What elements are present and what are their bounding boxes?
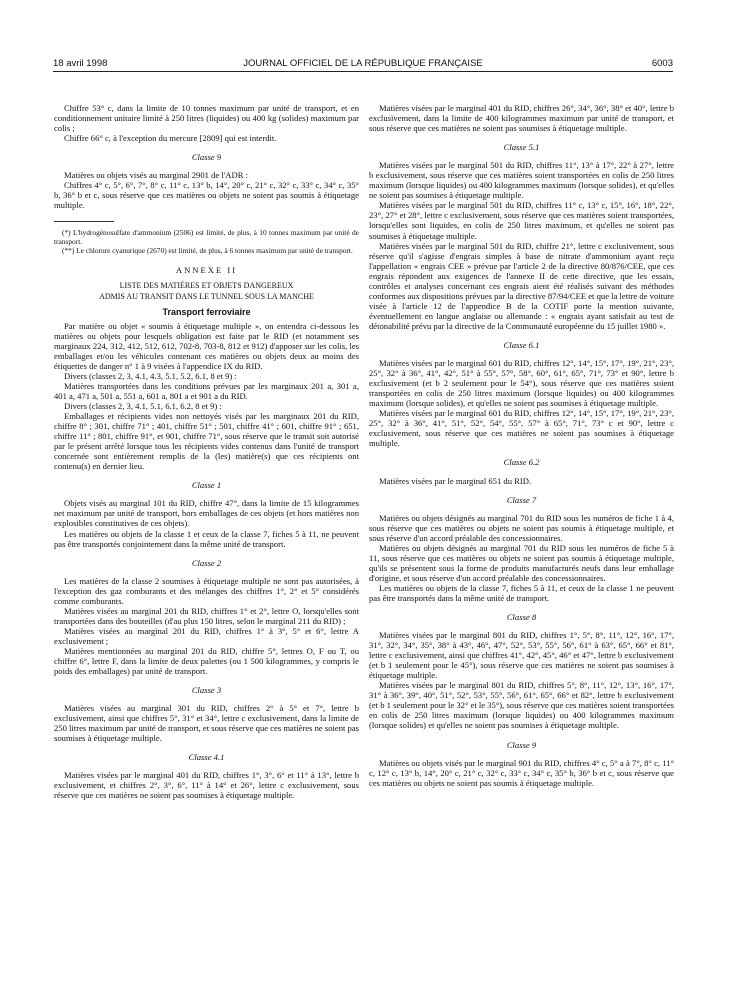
left-column: [54, 103, 359, 801]
section-heading: Classe 3: [191, 685, 222, 696]
paragraph: Chiffre 53° c, dans la limite de 10 tonnes maximum par unité de transport, et en conditionnement unitaire limité à 250 litres (liquides) ou 400 kg (solides) maximum par colis ;: [54, 103, 359, 134]
paragraph: Matières ou objets désignés au marginal 701 du RID sous les numéros de fiche 1 à 4, sous réserve que ces matières ou objets ne soient pas soumis à étiquetage multiple, et sous réserve d'un accord préalable des concessionnaires.: [369, 512, 674, 543]
section-heading: Classe 4.1: [188, 752, 225, 763]
header-page-number: 6003: [651, 58, 673, 69]
annex-subtitle: ADMIS AU TRANSIT DANS LE TUNNEL SOUS LA MANCHE: [99, 291, 314, 301]
paragraph: Matières visées au marginal 301 du RID, chiffres 2° à 5° et 7°, lettre b exclusivement, ainsi que chiffres 5°, 31° et 34°, lettre c exclusivement, dans la limite de 250 litres maximum par unité de transport, et sous réserve que ces matières ne soient pas soumises à étiquetage multiple.: [54, 703, 359, 744]
section-heading: Classe 1: [191, 480, 222, 491]
paragraph: Matières visées par le marginal 401 du RID, chiffres 26°, 34°, 36°, 38° et 40°, lettre b exclusivement, dans la limite de 400 kilogrammes maximum par unité de transport, et sous réserve que ces matières ne soient pas soumises à étiquetage multiple.: [369, 103, 674, 134]
section-heading: Classe 6.1: [503, 339, 540, 350]
section-heading: Classe 2: [191, 557, 222, 568]
paragraph: Matières visées au marginal 201 du RID, chiffres 1° et 2°, lettre O, lorsqu'elles sont transportées dans des bouteilles (d'au plus 150 litres, selon le marginal 211 du RID) ;: [54, 605, 359, 626]
paragraph: Chiffres 4° c, 5°, 6°, 7°, 8° c, 11° c, 13° b, 14°, 20° c, 21° c, 32° c, 33° c, 34° c, 35° b, 36° b et c, sous réserve que ces matières ou objets ne soient pas soumis à étiquetage multiple.: [54, 180, 359, 211]
section-heading: Classe 9: [506, 739, 537, 750]
paragraph: Matières visées par le marginal 501 du RID, chiffres 11° c, 13° c, 15°, 16°, 18°, 22°, 23°, 27° et 28°, lettre c exclusivement, sous réserve que ces matières soient transportées, lorsqu'elles sont liquides, en colis de 250 litres maximum, et qu'elles ne soient pas soumises à étiquetage multiple.: [369, 200, 674, 241]
paragraph: Matières ou objets visés par le marginal 901 du RID, chiffres 4° c, 5° a à 7°, 8° c, 11° c, 12° c, 13° b, 14°, 20° c, 21° c, 32° c, 33° c, 34° c, 35° b, 36° b et c, sous réserve que ces matières ou objets ne soient pas soumis à étiquetage multiple.: [369, 757, 674, 788]
paragraph: Les matières ou objets de la classe 7, fiches 5 à 11, et ceux de la classe 1 ne peuvent pas être transportés dans la même unité de transport.: [369, 582, 674, 603]
section-heading: Classe 9: [191, 152, 222, 163]
section-heading: Classe 8: [506, 612, 537, 623]
footnote: (**) Le chlorure cyanurique (2670) est limité, de plus, à 6 tonnes maximum par unité de transport.: [62, 246, 353, 256]
footnote-separator: [54, 221, 114, 222]
header-date: 18 avril 1998: [53, 58, 108, 69]
section-heading: Classe 7: [506, 494, 537, 505]
paragraph: Matières visées par le marginal 601 du RID, chiffres 12°, 14°, 15°, 17°, 19°, 21°, 23°, 25°, 32° à 36°, 41°, 42°, 51° à 55°, 57°, 58°, 60°, 61°, 65°, 71°, 73° et 90°, lettre b exclusivement (et b 2 seulement pour le 54°), sous réserve que ces matières soient transportées en colis de 250 litres maximum (lorsque liquides) ou 400 kilogrammes maximum (lorsque solides), et qu'elles ne soient pas soumises à étiquetage multiple.: [369, 358, 674, 409]
header-journal-title: JOURNAL OFFICIEL DE LA RÉPUBLIQUE FRANÇAISE: [243, 58, 483, 69]
paragraph: Divers (classes 2, 3, 4.1, 5.1, 6.1, 6.2, 8 et 9) :: [64, 400, 222, 411]
header-rule: [53, 71, 673, 72]
paragraph: Matières ou objets désignés au marginal 701 du RID sous les numéros de fiche 5 à 11, sous réserve que ces matières ou objets ne soient pas soumis à étiquetage multiple, qu'ils se présentent sous la forme de produits manufacturés neufs dans leur emballage d'origine, et sous réserve d'un accord préalable des concessionnaires.: [369, 542, 674, 583]
paragraph: Matières visées par le marginal 801 du RID, chiffres 1°, 5°, 8°, 11°, 12°, 16°, 17°, 31°, 32°, 34°, 35°, 38° à 43°, 46°, 47°, 52°, 53°, 55°, 56°, 61° à 63°, 65°, 66° et 81°, lettre c exclusivement, ainsi que chiffres 41°, 42°, 45°, 46° et 47°, lettre b exclusivement (et b 1 seulement pour le 45°), sous réserve que ces matières ne soient pas soumises à étiquetage multiple.: [369, 630, 674, 681]
paragraph: Matières visées par le marginal 401 du RID, chiffres 1°, 3°, 6° et 11° à 13°, lettre b exclusivement, et chiffres 2°, 3°, 6°, 11° à 14° et 26°, lettre c exclusivement, sous réserve que ces matières ne soient pas soumises à étiquetage multiple.: [54, 770, 359, 801]
paragraph: Matières mentionnées au marginal 201 du RID, chiffre 5°, lettres O, F ou T, ou chiffre 6°, lettre F, dans la limite de deux palettes (ou 1 500 kilogrammes, y compris le poids des emballages) par unité de transport.: [54, 645, 359, 677]
paragraph: Matières ou objets visés au marginal 2901 de l'ADR :: [64, 170, 248, 181]
paragraph: Matières visées par le marginal 801 du RID, chiffres 5°, 8°, 11°, 12°, 13°, 16°, 17°, 31° à 36°, 39°, 40°, 51°, 52°, 53°, 55°, 56°, 61°, 65°, 66° et 82°, lettre b exclusivement (et b 1 seulement pour le 32° et le 35°), sous réserve que ces matières soient transportées en colis de 250 litres maximum (lorsque liquides) ou 400 kilogrammes maximum (lorsque solides) et qu'elles ne soient pas soumises à étiquetage multiple.: [369, 680, 674, 731]
paragraph: Matières visées au marginal 201 du RID, chiffres 1° à 3°, 5° et 6°, lettre A exclusivement ;: [54, 625, 359, 646]
section-heading: Classe 5.1: [503, 142, 540, 153]
paragraph: Divers (classes 2, 3, 4.1, 4.3, 5.1, 5.2, 6.1, 8 et 9) :: [64, 370, 237, 381]
paragraph: Les matières de la classe 2 soumises à étiquetage multiple ne sont pas autorisées, à l'exception des gaz comburants et des mélanges des chiffres 1°, 2° et 5° considérés comme comburants.: [54, 575, 359, 606]
paragraph: Objets visés au marginal 101 du RID, chiffre 47°, dans la limite de 15 kilogrammes net maximum par unité de transport, hors emballages de ces objets (et hors matières non explosibles constitutives de ces objets).: [54, 498, 359, 529]
paragraph: Chiffre 66° c, à l'exception du mercure [2809] qui est interdit.: [64, 133, 277, 144]
paragraph: Par matière ou objet « soumis à étiquetage multiple », on entendra ci-dessous les matières ou objets pour lesquels obligation est faite par le RID (et notamment ses marginaux 224, 312, 412, 512, 612, 702-8, 703-8, 812 et 912) d'apposer sur les colis, les emballages et/ou les véhicules contenant ces matières ou objets deux au moins des étiquettes de danger n° 1 à 9 visées à l'appendice IX du RID.: [54, 320, 359, 371]
paragraph: Matières visées par le marginal 501 du RID, chiffre 21°, lettre c exclusivement, sous réserve qu'il s'agisse d'engrais simples à base de nitrate d'ammonium ayant reçu l'appellation « engrais CEE » prévue par l'article 2 de la directive 80/876/CEE, que ces engrais répondent aux exigences de l'annexe II de cette directive, que les essais, contrôles et analyses concernant ces engrais aient été réalisés suivant des méthodes conformes aux dispositions prévues par la directive 87/94/CEE et que la lettre de voiture visée à l'article 12 de l'appendice B de la COTIF porte la mention suivante, éventuellement en langue anglaise ou allemande : « engrais ayant satisfait au test de détonabilité prévu par la directive de la Communauté européenne du 15 juillet 1980 ».: [369, 240, 674, 331]
paragraph: Matières visées par le marginal 501 du RID, chiffres 11°, 13° à 17°, 22° à 27°, lettre b exclusivement, sous réserve que ces matières soient transportées en colis de 250 litres maximum (lorsque liquides) ou 400 kilogrammes maximum (lorsque solides), et qu'elles ne soient pas soumises à étiquetage multiple.: [369, 160, 674, 201]
paragraph: Matières visées par le marginal 651 du RID.: [379, 475, 532, 486]
footnote: (*) L'hydrogénosulfate d'ammonium (2506) est limité, de plus, à 10 tonnes maximum par unité de transport.: [54, 228, 359, 247]
paragraph: Matières transportées dans les conditions prévues par les marginaux 201 a, 301 a, 401 a, 471 a, 501 a, 551 a, 601 a, 801 a et 901 a du RID.: [54, 380, 359, 401]
paragraph: Emballages et récipients vides non nettoyés visés par les marginaux 201 du RID, chiffre 8° ; 301, chiffre 71° ; 401, chiffre 51° ; 501, chiffre 41° ; 601, chiffre 91° ; 651, chiffre 11° ; 801, chiffre 91°, et 901, chiffre 71°, sous réserve que le transit soit autorisé par le présent arrêté lorsque tous les récipients vides contenus dans l'unité de transport concernée sont entièrement remplis de la (les) matière(s) que ces récipients ont contenu(s) en dernier lieu.: [54, 411, 359, 472]
annex-title: ANNEXE II: [175, 265, 238, 276]
right-column: [369, 103, 674, 788]
annex-subtitle: LISTE DES MATIÈRES ET OBJETS DANGEREUX: [119, 281, 294, 291]
section-heading: Classe 6.2: [503, 457, 540, 468]
paragraph: Les matières ou objets de la classe 1 et ceux de la classe 7, fiches 5 à 11, ne peuvent pas être transportés conjointement dans la même unité de transport.: [54, 528, 359, 549]
page-header: [53, 58, 673, 72]
paragraph: Matières visées par le marginal 601 du RID, chiffres 12°, 14°, 15°, 17°, 19°, 21°, 23°, 25°, 32° à 36°, 41°, 51°, 52°, 54°, 55°, 57° à 65°, 71°, 73° c et 90°, lettre c exclusivement, sous réserve que ces matières ne soient pas soumises à étiquetage multiple.: [369, 408, 674, 449]
section-heading-bold: Transport ferroviaire: [162, 306, 251, 317]
